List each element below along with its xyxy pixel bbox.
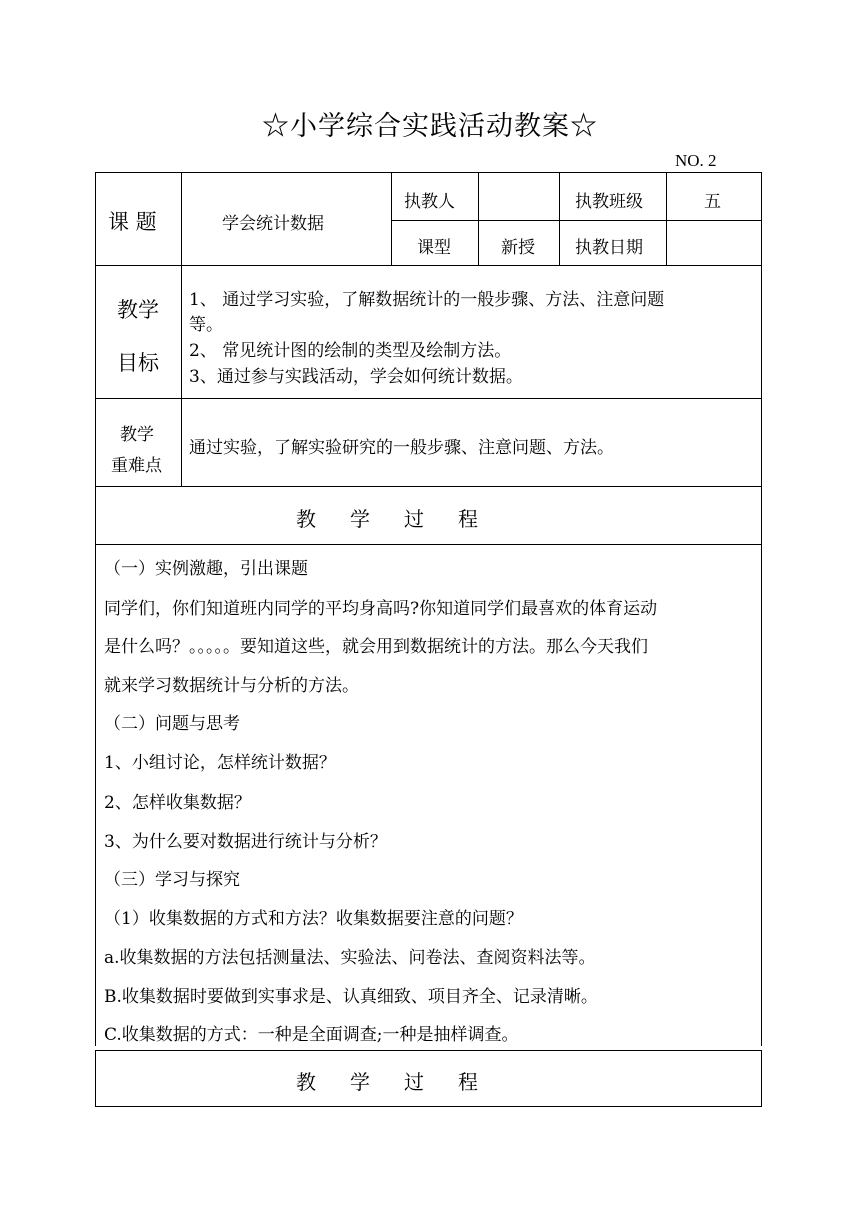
process-line: （1）收集数据的方式和方法？收集数据要注意的问题？ — [104, 909, 523, 929]
goal-item-3: 3、通过参与实践活动，学会如何统计数据。 — [189, 367, 523, 387]
goals-label-line1: 教学 — [117, 298, 159, 322]
process-line: C.收集数据的方式：一种是全面调查;一种是抽样调查。 — [104, 1025, 519, 1045]
process-heading: 教学过程 — [296, 507, 512, 531]
keypoints-divider — [181, 398, 182, 486]
heading2-border-right — [761, 1050, 762, 1107]
keypoints-label-line1: 教学 — [120, 425, 154, 445]
header-divider-col1 — [181, 172, 182, 398]
class-label: 执教班级 — [575, 192, 643, 212]
process-heading-2: 教学过程 — [296, 1070, 512, 1094]
topic-value: 学会统计数据 — [222, 214, 324, 234]
process-line: 同学们，你们知道班内同学的平均身高吗?你知道同学们最喜欢的体育运动 — [104, 599, 658, 619]
row-divider-1 — [95, 265, 762, 266]
teacher-label: 执教人 — [404, 192, 455, 212]
process-line: 2、怎样收集数据？ — [104, 793, 251, 813]
table-border-left — [95, 172, 96, 1046]
goal-item-1: 1、 通过学习实验，了解数据统计的一般步骤、方法、注意问题 — [189, 290, 665, 310]
keypoints-label-line2: 重难点 — [111, 456, 162, 476]
process-line: 是什么吗？。。。。。要知道这些，就会用到数据统计的方法。那么今天我们 — [104, 637, 648, 657]
date-label: 执教日期 — [575, 238, 643, 258]
row-divider-4 — [95, 544, 762, 545]
header-divider-mid — [391, 220, 762, 221]
process-line: （一）实例激趣，引出课题 — [104, 559, 308, 579]
goal-item-1-cont: 等。 — [189, 315, 223, 335]
process-line: （三）学习与探究 — [104, 870, 240, 890]
topic-label: 课 题 — [108, 210, 157, 234]
type-value: 新授 — [501, 238, 535, 258]
page-title: ☆小学综合实践活动教案☆ — [262, 111, 598, 142]
goal-item-2: 2、 常见统计图的绘制的类型及绘制方法。 — [189, 341, 512, 361]
process-line: 就来学习数据统计与分析的方法。 — [104, 676, 359, 696]
class-value: 五 — [704, 192, 721, 212]
document-number: NO. 2 — [675, 151, 717, 170]
header-divider-col2 — [391, 172, 392, 265]
header-divider-col3 — [478, 172, 479, 265]
process-line: （二）问题与思考 — [104, 714, 240, 734]
heading2-border-top — [95, 1050, 762, 1051]
header-divider-col4 — [559, 172, 560, 265]
table-border-top — [95, 172, 762, 173]
type-label: 课型 — [417, 238, 451, 258]
row-divider-3 — [95, 486, 762, 487]
heading2-border-bottom — [95, 1106, 762, 1107]
table-border-right — [761, 172, 762, 1046]
goals-label-line2: 目标 — [117, 351, 159, 375]
row-divider-2 — [95, 398, 762, 399]
process-line: B.收集数据时要做到实事求是、认真细致、项目齐全、记录清晰。 — [104, 987, 598, 1007]
keypoints-text: 通过实验，了解实验研究的一般步骤、注意问题、方法。 — [189, 438, 614, 458]
process-line: 3、为什么要对数据进行统计与分析？ — [104, 832, 387, 852]
header-divider-col5 — [666, 172, 667, 265]
heading2-border-left — [95, 1050, 96, 1107]
process-line: a.收集数据的方法包括测量法、实验法、问卷法、查阅资料法等。 — [104, 948, 596, 968]
process-line: 1、小组讨论，怎样统计数据？ — [104, 753, 336, 773]
